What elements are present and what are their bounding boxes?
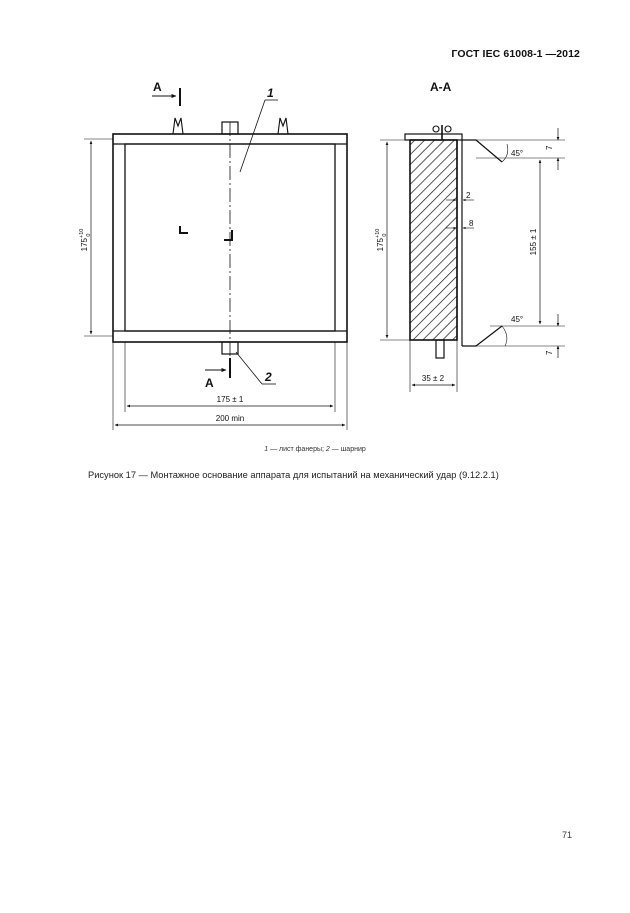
- gap-2-label: 2: [466, 191, 471, 200]
- figure-caption: Рисунок 17 — Монтажное основание аппарата для испытаний на механический удар (9.12.2.1): [88, 470, 499, 480]
- edge-bottom-label: 7: [545, 350, 554, 355]
- legend-item1-text: — лист фанеры;: [268, 446, 326, 453]
- part-label-2: 2: [265, 370, 272, 384]
- height-tol-lower: 0: [86, 233, 92, 237]
- legend-item2-text: — шарнир: [329, 446, 366, 453]
- depth-label: 35 ± 2: [421, 374, 445, 383]
- height-dimension-left: [79, 229, 92, 252]
- edge-top-label: 7: [545, 145, 554, 150]
- inner-width-label: 175 ± 1: [216, 395, 244, 404]
- section-arrow-label-bottom: A: [205, 376, 214, 390]
- section-height-value: 175: [376, 237, 385, 252]
- outer-width-label: 200 min: [215, 414, 245, 423]
- page-number: 71: [561, 830, 572, 840]
- inner-height-label: 155 ± 1: [529, 228, 538, 256]
- svg-text:175+100: [375, 229, 388, 252]
- legend-item2-num: 2: [325, 446, 330, 453]
- section-view: [380, 125, 565, 392]
- part-label-1: 1: [267, 86, 274, 100]
- gap-8-label: 8: [469, 219, 474, 228]
- height-tol-upper: +10: [79, 228, 85, 238]
- section-height-tol-lower: 0: [382, 233, 388, 237]
- section-title: A-A: [430, 80, 452, 94]
- legend-item1-num: 1: [264, 446, 269, 453]
- height-value: 175: [80, 237, 89, 252]
- page-header: ГОСТ IEC 61008-1 —2012: [451, 48, 580, 60]
- angle-top-label: 45°: [511, 149, 524, 158]
- angle-bottom-label: 45°: [511, 315, 524, 324]
- section-height-tol-upper: +10: [375, 228, 381, 238]
- figure-legend: [0, 446, 630, 453]
- section-height-dimension: [375, 229, 388, 252]
- section-arrow-label-top: A: [153, 80, 162, 94]
- svg-text:175+100: [79, 229, 92, 252]
- front-view: [84, 88, 347, 430]
